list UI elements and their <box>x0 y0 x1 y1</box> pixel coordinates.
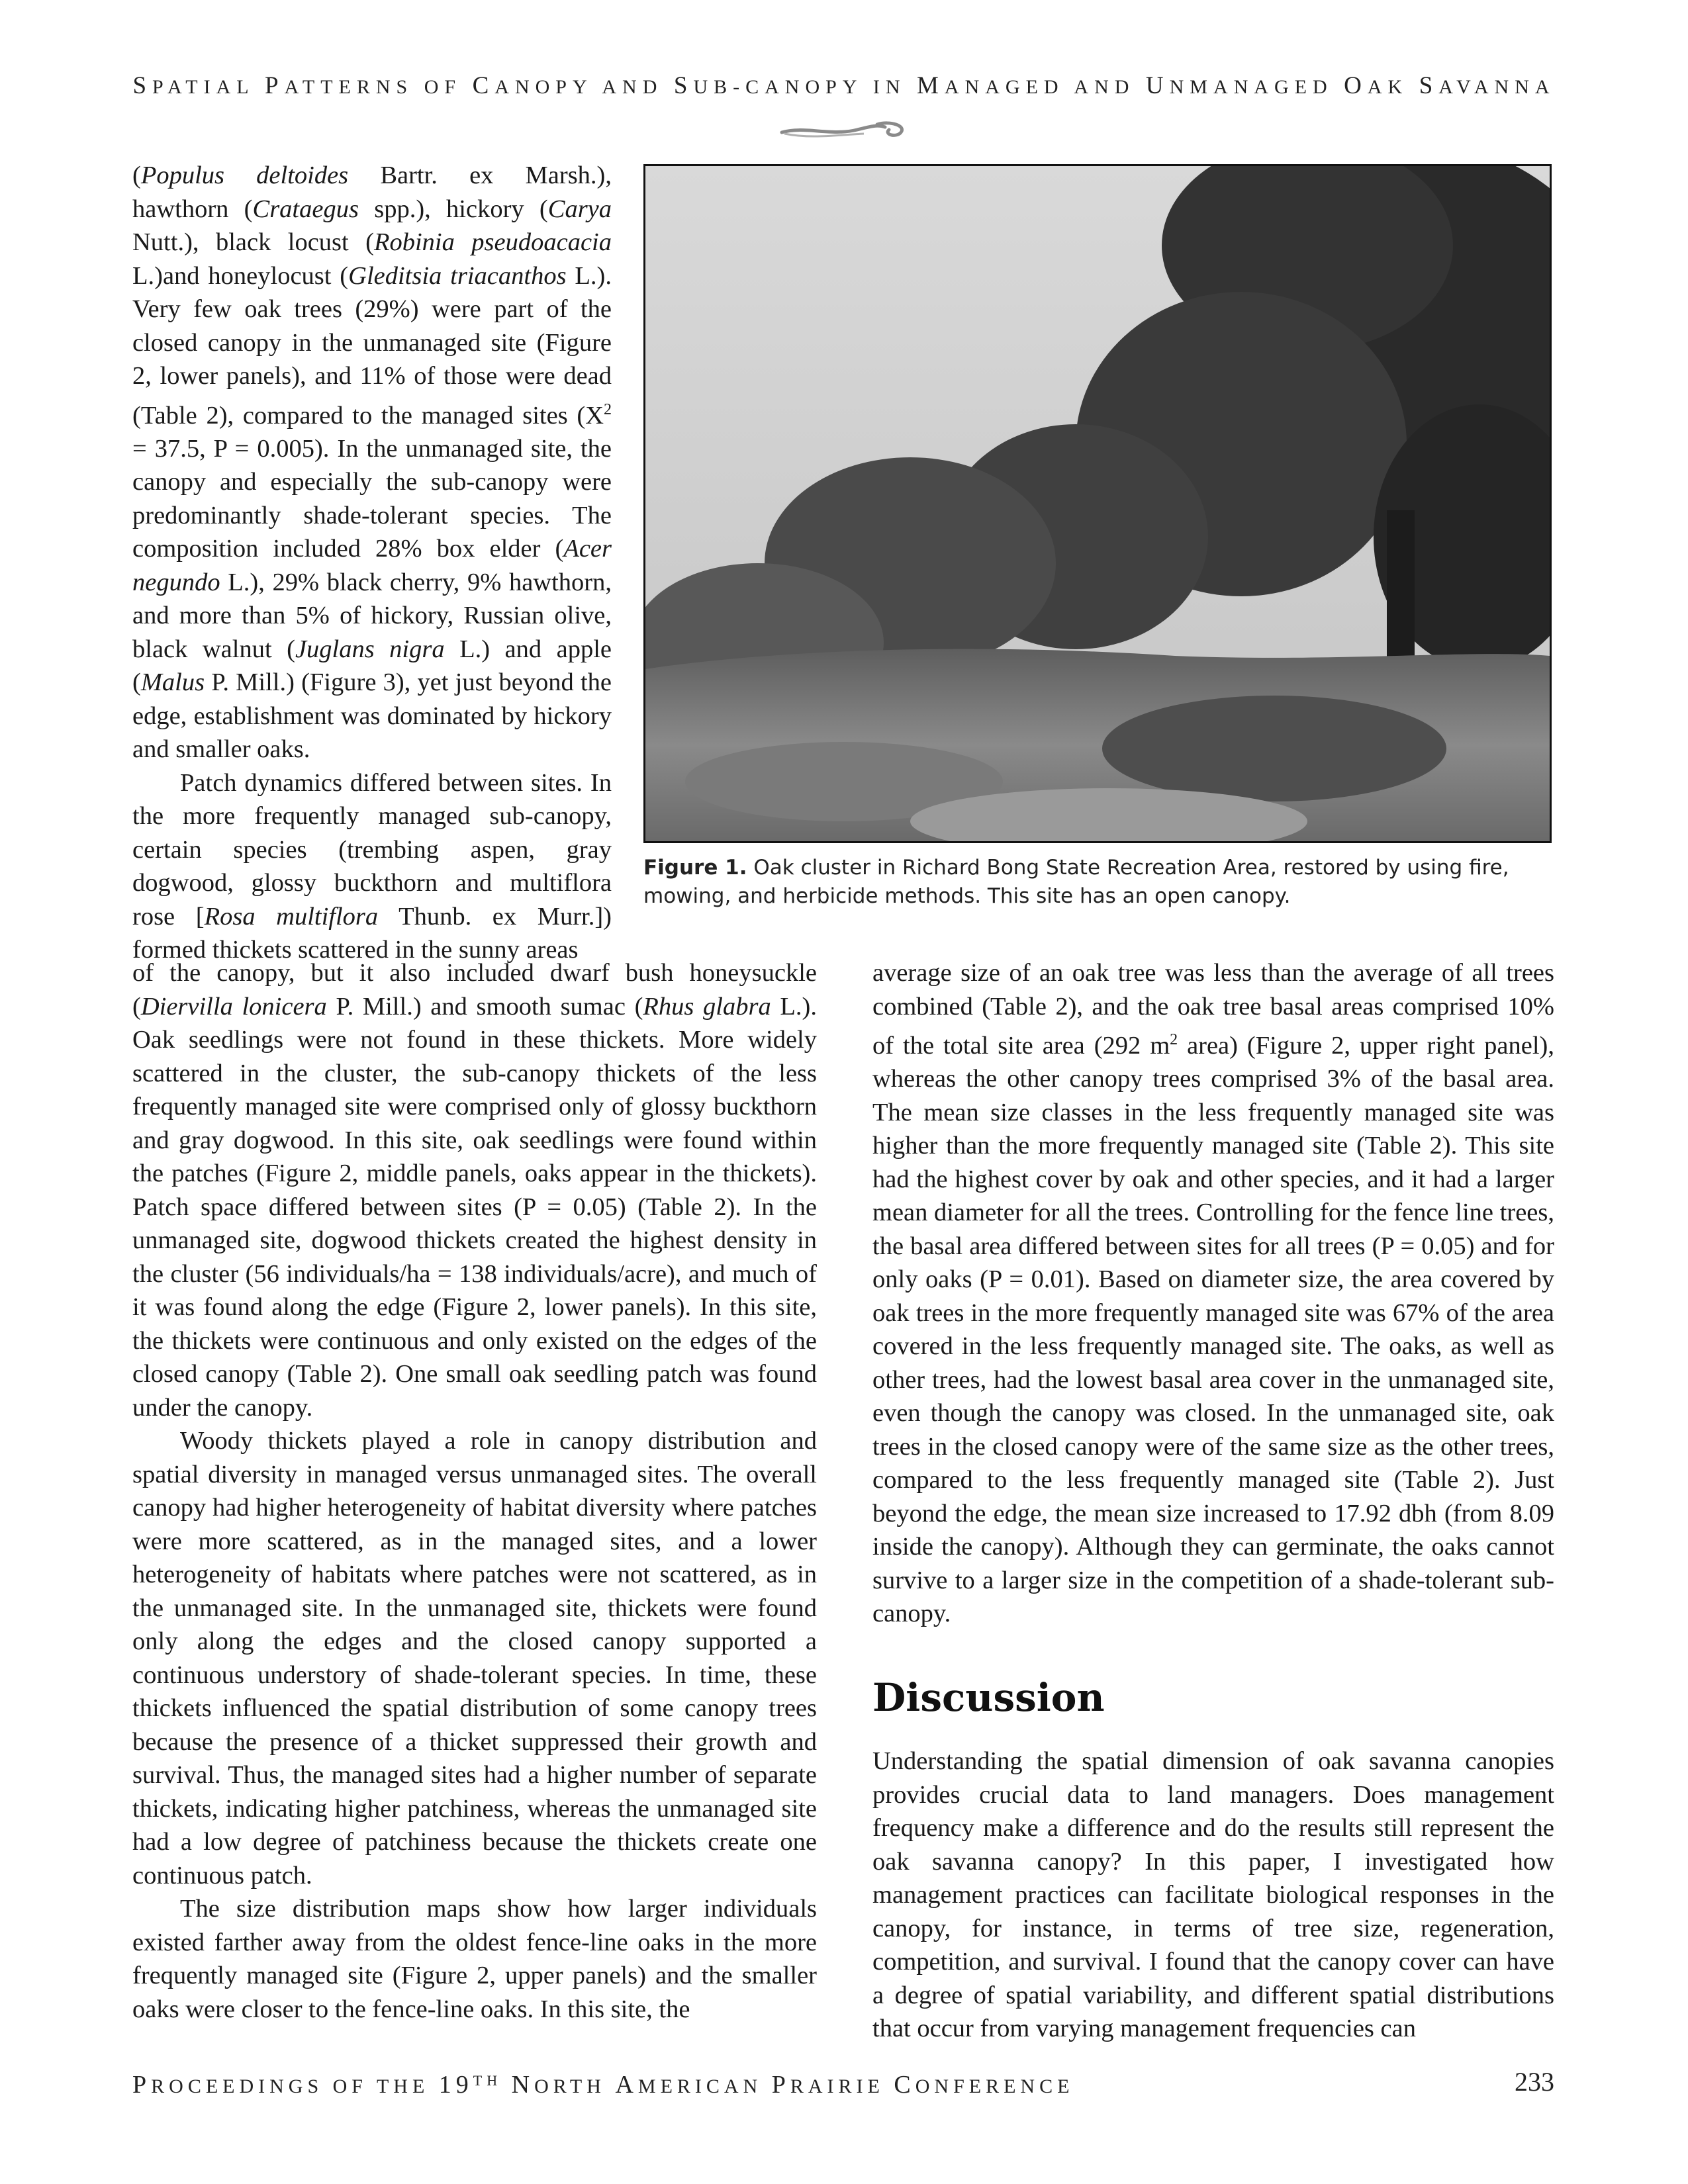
figure-label: Figure 1. <box>643 856 747 880</box>
page-footer <box>132 2067 1554 2103</box>
figure-caption-text: Oak cluster in Richard Bong State Recreation Area, restored by using fire, mowing, and herbicide methods. This site has an open canopy. <box>643 856 1509 908</box>
body-text-left-bottom: of the canopy, but it also included dwarf bush honeysuckle (Diervilla lonicera P. Mill.) and smooth sumac (Rhus glabra L.). Oak seedlings were not found in these thickets. More widely scattered in the cluster, the sub-canopy thickets of the less frequently managed site were comprised only of glossy buckthorn and gray dogwood. In this site, oak seedlings were found within the patches (Figure 2, middle panels, oaks appear in the thickets). Patch space differed between sites (P = 0.05) (Table 2). In the unmanaged site, dogwood thickets created the highest density in the cluster (56 individuals/ha = 138 individuals/acre), and much of it was found along the edge (Figure 2, lower panels). In this site, the thickets were continuous and only existed on the edges of the closed canopy (Table 2). One small oak seedling patch was found under the canopy. Woody thickets played a role in canopy distribution and spatial diversity in managed versus unmanaged sites. The overall canopy had higher heterogeneity of habitat diversity where patches were more scattered, as in the managed sites, and a lower heterogeneity of habitats where patches were not scattered, as in the unmanaged site. In the unmanaged site, thickets were found only along the edges and the closed canopy supported a continuous understory of shade-tolerant species. In time, these thickets influenced the spatial distribution of some canopy trees because the presence of a thicket suppressed their growth and survival. Thus, the managed sites had a higher number of separate thickets, indicating higher patchiness, whereas the unmanaged site had a low degree of patchiness because the thickets create one continuous patch. The size distribution maps show how larger individuals existed farther away from the oldest fence-line oaks in the more frequently managed site (Figure 2, upper panels) and the smaller oaks were closer to the fence-line oaks. In this site, the <box>132 959 817 2023</box>
ornament-flourish-icon <box>778 119 910 142</box>
page-number: 233 <box>1515 2067 1554 2097</box>
body-text-discussion: Understanding the spatial dimension of oak savanna canopies provides crucial data to land managers. Does management frequency make a difference and do the results still represent the oak savanna canopy? In this paper, I investigated how management practices can facilitate biological responses in the canopy, for instance, in terms of tree size, regeneration, competition, and survival. I found that the canopy cover can have a degree of spatial variability, and different spatial distributions that occur from varying management frequencies can <box>872 1747 1554 2042</box>
body-text-right: average size of an oak tree was less than the average of all trees combined (Table 2), and the oak tree basal areas comprised 10% of the total site area (292 $m^2$ area) (Figure 2, upper right panel), whereas the other canopy trees comprised 3% of the basal area. The mean size classes in the less frequently managed site was higher than the more frequently managed site (Table 2). This site had the highest cover by oak and other species, and it had a larger mean diameter for all the trees. Controlling for the fence line trees, the basal area differed between sites for all trees (P = 0.05) and for only oaks (P = 0.01). Based on diameter size, the area covered by oak trees in the more frequently managed site was 67% of the area covered in the less frequently managed site. The oaks, as well as other trees, had the lowest basal area cover in the unmanaged site, even though the canopy was closed. In the unmanaged site, oak trees in the closed canopy were of the same size as the other trees, compared to the less frequently managed site (Table 2). Just beyond the edge, the mean size increased to 17.92 dbh (from 8.09 inside the canopy). Although they can germinate, the oaks cannot survive to a larger size in the competition of a shade-tolerant sub-canopy. <box>872 959 1554 1628</box>
section-heading-discussion: Discussion <box>872 1675 1105 1720</box>
figure-1-caption <box>643 854 1554 911</box>
running-head: SPATIAL PATTERNS OF CANOPY AND SUB-CANOPY IN MANAGED AND UNMANAGED OAK SAVANNA <box>132 72 1556 99</box>
figure-1-photo <box>643 164 1552 843</box>
footer-title: PROCEEDINGS OF THE 19TH NORTH AMERICAN PRAIRIE CONFERENCE <box>132 2071 1074 2099</box>
body-text-left-top: (Populus deltoides Bartr. ex Marsh.), hawthorn (Crataegus spp.), hickory (Carya Nutt.), black locust (Robinia pseudoacacia L.)and honeylocust (Gleditsia triacanthos L.). Very few oak trees (29%) were part of the closed canopy in the unmanaged site (Figure 2, lower panels), and 11% of those were dead (Table 2), compared to the managed sites ($X^2 = 37.5$, P = 0.005). In the unmanaged site, the canopy and especially the sub-canopy were predominantly shade-tolerant species. The composition included 28% box elder (Acer negundo L.), 29% black cherry, 9% hawthorn, and more than 5% of hickory, Russian olive, black walnut (Juglans nigra L.) and apple (Malus P. Mill.) (Figure 3), yet just beyond the edge, establishment was dominated by hickory and smaller oaks. Patch dynamics differed between sites. In the more frequently managed sub-canopy, certain species (trembing aspen, gray dogwood, glossy buckthorn and multiflora rose [Rosa multiflora Thunb. ex Murr.]) formed thickets scattered in the sunny areas <box>132 161 612 964</box>
